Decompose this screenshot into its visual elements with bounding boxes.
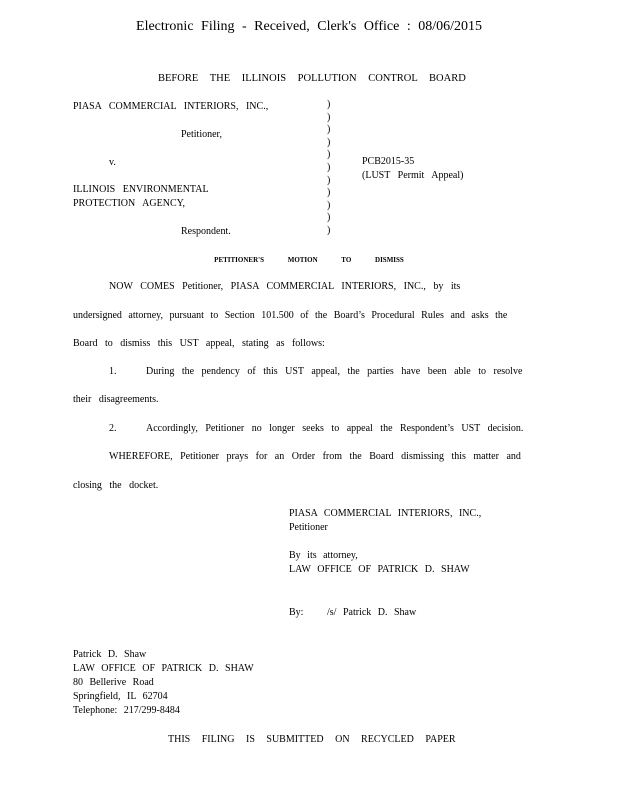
paragraph-1-line-3: Board to dismiss this UST appeal, stating as follows: bbox=[73, 338, 325, 349]
paragraph-1-line-2: undersigned attorney, pursuant to Section 101.500 of the Board’s Procedural Rules and asks the bbox=[73, 310, 508, 321]
signature-party-role: Petitioner bbox=[289, 522, 328, 533]
signature-firm: LAW OFFICE OF PATRICK D. SHAW bbox=[289, 564, 470, 575]
paren: ) bbox=[327, 199, 331, 211]
case-type: (LUST Permit Appeal) bbox=[362, 170, 464, 181]
recycled-paper-footer: THIS FILING IS SUBMITTED ON RECYCLED PAPER bbox=[168, 734, 456, 745]
contact-firm: LAW OFFICE OF PATRICK D. SHAW bbox=[73, 663, 254, 674]
versus: v. bbox=[109, 157, 116, 168]
motion-title: PETITIONER'S MOTION TO DISMISS bbox=[214, 256, 404, 264]
paren: ) bbox=[327, 212, 331, 224]
petitioner-role: Petitioner, bbox=[181, 129, 222, 140]
paren: ) bbox=[327, 149, 331, 161]
signature-by-label: By: bbox=[289, 607, 304, 618]
contact-name: Patrick D. Shaw bbox=[73, 649, 147, 660]
item-1-number: 1. bbox=[109, 366, 117, 377]
contact-street: 80 Bellerive Road bbox=[73, 677, 154, 688]
signature-signed: /s/ Patrick D. Shaw bbox=[327, 607, 417, 618]
contact-telephone: Telephone: 217/299-8484 bbox=[73, 705, 180, 716]
paren: ) bbox=[327, 124, 331, 136]
paren: ) bbox=[327, 174, 331, 186]
respondent-line-2: PROTECTION AGENCY, bbox=[73, 198, 186, 209]
paragraph-3-line-2: closing the docket. bbox=[73, 480, 159, 491]
paren: ) bbox=[327, 224, 331, 236]
paragraph-3-line-1: WHEREFORE, Petitioner prays for an Order from the Board dismissing this matter and bbox=[109, 451, 521, 462]
paragraph-1-line-1: NOW COMES Petitioner, PIASA COMMERCIAL INTERIORS, INC., by its bbox=[109, 281, 461, 292]
signature-by-attorney: By its attorney, bbox=[289, 550, 358, 561]
paren: ) bbox=[327, 187, 331, 199]
case-number: PCB2015-35 bbox=[362, 156, 415, 167]
item-2-number: 2. bbox=[109, 423, 117, 434]
item-1-line-2: their disagreements. bbox=[73, 394, 159, 405]
paren: ) bbox=[327, 136, 331, 148]
respondent-role: Respondent. bbox=[181, 226, 231, 237]
board-heading: BEFORE THE ILLINOIS POLLUTION CONTROL BOARD bbox=[158, 73, 466, 84]
item-2-line-1: Accordingly, Petitioner no longer seeks to appeal the Respondent’s UST decision. bbox=[146, 423, 524, 434]
paren: ) bbox=[327, 161, 331, 173]
signature-party: PIASA COMMERCIAL INTERIORS, INC., bbox=[289, 508, 482, 519]
paren: ) bbox=[327, 99, 331, 110]
filing-stamp-header: Electronic Filing - Received, Clerk's Office : 08/06/2015 bbox=[136, 19, 482, 34]
item-1-line-1: During the pendency of this UST appeal, the parties have been able to resolve bbox=[146, 366, 523, 377]
caption-parentheses bbox=[327, 99, 330, 238]
contact-city: Springfield, IL 62704 bbox=[73, 691, 168, 702]
respondent-line-1: ILLINOIS ENVIRONMENTAL bbox=[73, 184, 209, 195]
paren: ) bbox=[327, 111, 331, 123]
petitioner-name: PIASA COMMERCIAL INTERIORS, INC., bbox=[73, 101, 269, 112]
